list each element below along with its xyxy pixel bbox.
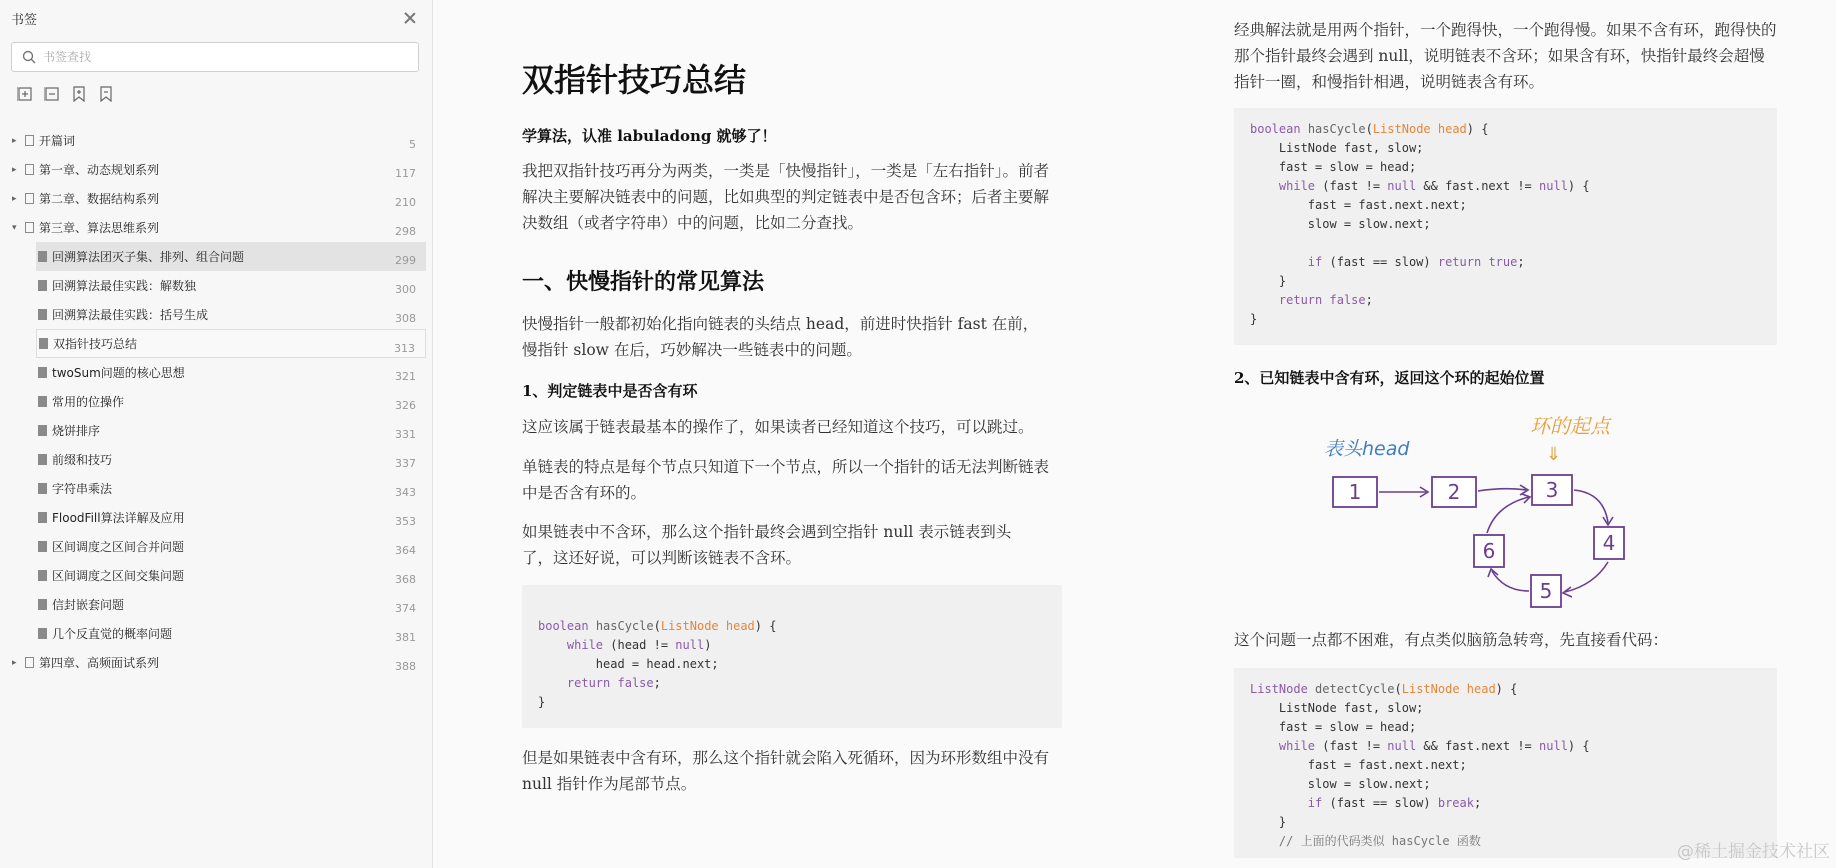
- edge-6-3: [1487, 497, 1529, 533]
- bookmark-page: 300: [395, 283, 416, 296]
- bookmark-icon: [38, 512, 47, 523]
- bookmark-item[interactable]: [0, 503, 426, 532]
- bookmark-page: 374: [395, 602, 416, 615]
- bookmark-item[interactable]: [0, 213, 426, 242]
- bookmark-label: 烧饼排序: [52, 424, 101, 438]
- bookmark-icon: [38, 628, 47, 639]
- bookmark-icon: [38, 570, 47, 581]
- bookmark-icon: [38, 454, 47, 465]
- bookmark-label: 区间调度之区间交集问题: [52, 569, 185, 583]
- chevron-down-icon[interactable]: ▾: [12, 222, 17, 233]
- bookmark-icon: [38, 367, 47, 378]
- node-3: 3: [1545, 478, 1559, 502]
- bookmark-label: 第二章、数据结构系列: [39, 192, 160, 206]
- fast-slow-paragraph: 快慢指针一般都初始化指向链表的头结点 head，前进时快指针 fast 在前，慢指针 slow 在后，巧妙解决一些链表中的问题。: [522, 315, 1039, 359]
- bookmark-page: 388: [395, 660, 416, 673]
- bookmark-item[interactable]: [0, 416, 426, 445]
- bookmark-item[interactable]: [0, 387, 426, 416]
- bookmark-label: 回溯算法最佳实践：解数独: [52, 279, 197, 293]
- single-list-paragraph: 单链表的特点是每个节点只知道下一个节点，所以一个指针的话无法判断链表中是否含有环的。: [522, 458, 1050, 502]
- bookmark-page: 343: [395, 486, 416, 499]
- bookmark-search[interactable]: [11, 42, 419, 72]
- bookmark-label: 回溯算法最佳实践：括号生成: [52, 308, 209, 322]
- bookmark-page: 353: [395, 515, 416, 528]
- bookmark-icon: [38, 309, 47, 320]
- bookmark-icon: [38, 541, 47, 552]
- bookmark-page: 364: [395, 544, 416, 557]
- edge-2-3: [1478, 489, 1526, 491]
- bookmark-page: 313: [394, 342, 415, 355]
- sidebar-title: 书签: [11, 12, 38, 28]
- bookmark-page: 298: [395, 225, 416, 238]
- subheading-cycle-start: 2、已知链表中含有环，返回这个环的起始位置: [1234, 369, 1545, 387]
- bookmark-item[interactable]: [0, 184, 426, 213]
- bookmark-label: 第三章、算法思维系列: [39, 221, 160, 235]
- remove-bookmark-icon[interactable]: [98, 86, 114, 102]
- bookmark-item[interactable]: [0, 126, 426, 155]
- chevron-right-icon[interactable]: ▸: [12, 193, 17, 204]
- search-input[interactable]: [43, 50, 383, 64]
- head-label: 表头head: [1324, 438, 1410, 460]
- bookmark-icon: [38, 483, 47, 494]
- watermark: @稀土掘金技术社区: [1677, 842, 1830, 862]
- bookmark-label: 双指针技巧总结: [53, 337, 138, 351]
- cycle-start-arrow: ⇓: [1546, 444, 1562, 465]
- bookmark-item[interactable]: [0, 619, 426, 648]
- bookmark-icon: [38, 425, 47, 436]
- bookmark-icon: [39, 338, 48, 349]
- bookmark-item[interactable]: [0, 155, 426, 184]
- bookmark-icon: [25, 193, 34, 204]
- page-title: 双指针技巧总结: [522, 61, 747, 99]
- problem-paragraph: 这个问题一点都不困难，有点类似脑筋急转弯，先直接看代码：: [1234, 631, 1669, 649]
- bookmark-label: FloodFill算法详解及应用: [52, 511, 185, 525]
- search-icon: [22, 50, 36, 64]
- node-4: 4: [1602, 531, 1616, 555]
- bookmark-label: 第一章、动态规划系列: [39, 163, 160, 177]
- linked-list-cycle-diagram: [1324, 405, 1654, 615]
- bookmarks-sidebar: [0, 0, 433, 868]
- node-6: 6: [1482, 539, 1496, 563]
- bookmark-label: 区间调度之区间合并问题: [52, 540, 185, 554]
- bookmark-icon: [38, 396, 47, 407]
- node-1: 1: [1348, 480, 1362, 504]
- bookmark-item[interactable]: [0, 300, 426, 329]
- code-block-has-cycle: boolean hasCycle(ListNode head) { ListNode fast, slow; fast = slow = head; while (fast != null && fast.next != null) { fast = fast.next.next; slow = slow.next; if (fast == slow) return true; } return false; }: [1234, 108, 1777, 345]
- expand-all-icon[interactable]: [17, 86, 33, 102]
- collapse-all-icon[interactable]: [44, 86, 60, 102]
- section-heading-fast-slow: 一、快慢指针的常见算法: [522, 269, 765, 295]
- bookmark-icon: [38, 251, 47, 262]
- bookmark-item[interactable]: [0, 532, 426, 561]
- bookmark-item[interactable]: [0, 590, 426, 619]
- bookmark-page: 5: [409, 138, 416, 151]
- intro-paragraph: 我把双指针技巧再分为两类，一类是「快慢指针」，一类是「左右指针」。前者解决主要解决链表中的问题，比如典型的判定链表中是否包含环；后者主要解决数组（或者字符串）中的问题，比如二分查找。: [522, 162, 1050, 232]
- bookmark-label: 常用的位操作: [52, 395, 125, 409]
- bookmark-icon: [38, 599, 47, 610]
- bookmark-page: 299: [395, 254, 416, 267]
- code-block-detect-cycle: ListNode detectCycle(ListNode head) { ListNode fast, slow; fast = slow = head; while (fast != null && fast.next != null) { fast = fast.next.next; slow = slow.next; if (fast == slow) break; } // 上面的代码类似 hasCycle 函数: [1234, 668, 1777, 858]
- chevron-right-icon[interactable]: ▸: [12, 657, 17, 668]
- bookmark-icon: [25, 135, 34, 146]
- bookmark-page: 337: [395, 457, 416, 470]
- code-comment: // 上面的代码类似 hasCycle 函数: [1278, 834, 1481, 848]
- bookmark-label: 回溯算法团灭子集、排列、组合问题: [52, 250, 245, 264]
- bookmark-label: 几个反直觉的概率问题: [52, 627, 173, 641]
- document-page: [433, 0, 1836, 868]
- sidebar-toolbar: [0, 72, 432, 114]
- basic-op-paragraph: 这应该属于链表最基本的操作了，如果读者已经知道这个技巧，可以跳过。: [522, 418, 1034, 436]
- bookmark-item[interactable]: [0, 358, 426, 387]
- bookmark-item[interactable]: [36, 242, 426, 271]
- classic-solution-paragraph: 经典解法就是用两个指针，一个跑得快，一个跑得慢。如果不含有环，跑得快的那个指针最终会遇到 null，说明链表不含环；如果含有环，快指针最终会超慢指针一圈，和慢指针相遇，说明链表含有环。: [1234, 21, 1777, 91]
- close-icon[interactable]: [402, 10, 418, 26]
- cycle-paragraph: 但是如果链表中含有环，那么这个指针就会陷入死循环，因为环形数组中没有 null 指针作为尾部节点。: [522, 749, 1050, 793]
- bookmark-icon: [25, 657, 34, 668]
- bookmark-page: 381: [395, 631, 416, 644]
- code-block-traverse: boolean hasCycle(ListNode head) { while (head != null) head = head.next; return false; }: [522, 585, 1062, 728]
- bookmark-item[interactable]: [0, 474, 426, 503]
- bookmark-item[interactable]: [0, 561, 426, 590]
- bookmark-page: 331: [395, 428, 416, 441]
- bookmark-label: twoSum问题的核心思想: [52, 366, 185, 380]
- chevron-right-icon[interactable]: ▸: [12, 135, 17, 146]
- bookmark-label: 第四章、高频面试系列: [39, 656, 160, 670]
- add-bookmark-icon[interactable]: [71, 86, 87, 102]
- bookmark-page: 308: [395, 312, 416, 325]
- chevron-right-icon[interactable]: ▸: [12, 164, 17, 175]
- bookmark-page: 368: [395, 573, 416, 586]
- slogan: 学算法，认准 labuladong 就够了！: [522, 127, 777, 145]
- bookmark-label: 前缀和技巧: [52, 453, 113, 467]
- subheading-has-cycle: 1、判定链表中是否含有环: [522, 382, 698, 400]
- bookmark-page: 326: [395, 399, 416, 412]
- bookmark-label: 信封嵌套问题: [52, 598, 125, 612]
- bookmark-item[interactable]: [0, 445, 426, 474]
- edge-4-5: [1565, 562, 1608, 592]
- bookmark-label: 开篇词: [39, 134, 76, 148]
- no-cycle-paragraph: 如果链表中不含环，那么这个指针最终会遇到空指针 null 表示链表到头了，这还好说，可以判断该链表不含环。: [522, 523, 1012, 567]
- cycle-start-label: 环的起点: [1530, 414, 1610, 438]
- bookmark-icon: [38, 280, 47, 291]
- bookmark-label: 字符串乘法: [52, 482, 113, 496]
- bookmark-page: 117: [395, 167, 416, 180]
- bookmark-tree: [0, 126, 432, 677]
- node-5: 5: [1539, 579, 1553, 603]
- bookmark-item[interactable]: [0, 648, 426, 677]
- bookmark-icon: [25, 222, 34, 233]
- sidebar-header: [0, 0, 432, 36]
- bookmark-page: 210: [395, 196, 416, 209]
- bookmark-page: 321: [395, 370, 416, 383]
- bookmark-item[interactable]: [0, 271, 426, 300]
- bookmark-item[interactable]: [36, 329, 426, 358]
- bookmark-icon: [25, 164, 34, 175]
- node-2: 2: [1447, 480, 1461, 504]
